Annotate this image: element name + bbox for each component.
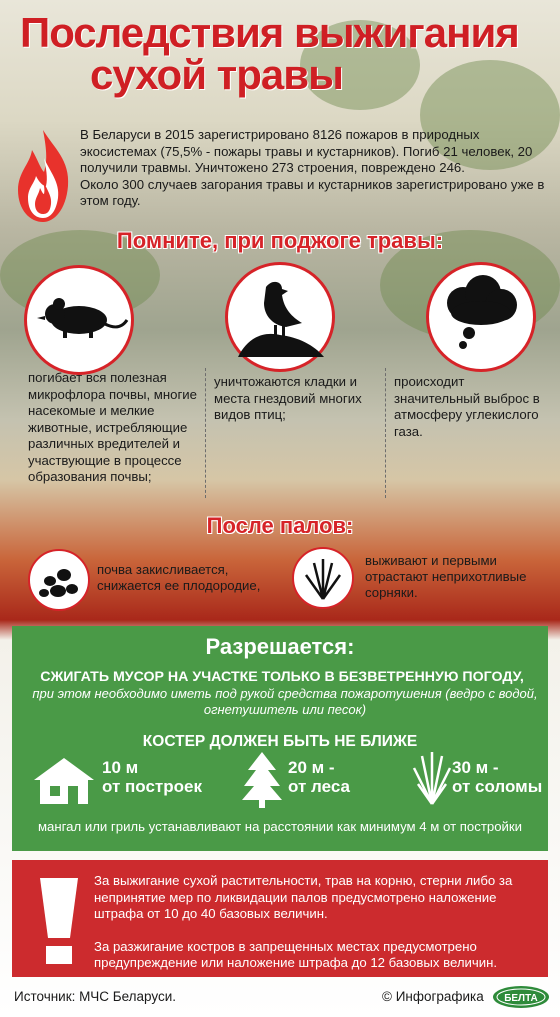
straw-icon bbox=[412, 750, 452, 806]
intro-text bbox=[80, 127, 550, 210]
fire-distance-heading: КОСТЕР ДОЛЖЕН БЫТЬ НЕ БЛИЖЕ bbox=[142, 733, 418, 750]
co2-cloud-circle bbox=[426, 262, 536, 372]
belta-logo bbox=[492, 985, 550, 1009]
page-title: Последствия выжигания сухой травы bbox=[20, 9, 519, 98]
allowed-heading: Разрешается: bbox=[205, 634, 355, 659]
remember-heading: Помните, при поджоге травы: bbox=[116, 228, 444, 253]
cloud-icon bbox=[429, 265, 533, 369]
weeds-circle bbox=[292, 547, 354, 609]
after-soil-text: почва закисливается, снижается ее плодородие, bbox=[97, 562, 261, 593]
house-icon bbox=[30, 754, 98, 806]
after-weeds-text: выживают и первыми отрастают неприхотливые сорняки. bbox=[365, 553, 527, 600]
distance-forest bbox=[288, 758, 350, 796]
distance-straw bbox=[452, 758, 542, 796]
soil-circle bbox=[28, 549, 90, 611]
exclamation-icon bbox=[36, 876, 82, 966]
mouse-circle bbox=[24, 265, 134, 375]
grill-distance-note: мангал или гриль устанавливают на расстоянии как минимум 4 м от постройки bbox=[37, 819, 523, 834]
allowed-rule-note: при этом необходимо иметь под рукой средства пожаротушения (ведро с водой, огнетушитель или песок) bbox=[32, 686, 538, 717]
weeds-icon bbox=[294, 549, 352, 607]
column-divider bbox=[205, 368, 206, 498]
allowed-rule: СЖИГАТЬ МУСОР НА УЧАСТКЕ ТОЛЬКО В БЕЗВЕТРЕННУЮ ПОГОДУ, bbox=[40, 669, 524, 685]
distance-forest-label: от леса bbox=[288, 777, 350, 796]
intro-paragraph-statistics: В Беларуси в 2015 зарегистрировано 8126 пожаров в природных экосистемах (75,5% - пожары травы и кустарников). Погиб 21 человек, 20 получили травмы. Уничтожено 273 строения, повреждено 246. bbox=[80, 127, 533, 175]
mouse-icon bbox=[27, 268, 131, 372]
fines-text bbox=[94, 873, 544, 972]
column-divider bbox=[385, 368, 386, 498]
flame-icon bbox=[14, 128, 72, 224]
fine-burning: За выжигание сухой растительности, трав на корню, стерни либо за непринятие мер по ликвидации палов предусмотрено наложение штрафа от 10 до 40 базовых величин. bbox=[94, 873, 513, 921]
distance-straw-label: от соломы bbox=[452, 777, 543, 796]
soil-icon bbox=[30, 551, 88, 609]
allowed-panel bbox=[12, 626, 548, 851]
distance-buildings bbox=[102, 758, 202, 796]
svg-text:БЕЛТА: БЕЛТА bbox=[504, 993, 538, 1004]
distance-straw-value: 30 м - bbox=[452, 758, 499, 777]
fine-campfire: За разжигание костров в запрещенных местах предусмотрено предупреждение или наложение штрафа до 12 базовых величин. bbox=[94, 938, 498, 970]
source-text: Источник: МЧС Беларуси. bbox=[14, 989, 177, 1004]
intro-paragraph-this-year: Около 300 случаев загорания травы и кустарников зарегистрировано уже в этом году. bbox=[80, 176, 545, 208]
consequence-birds: уничтожаются кладки и места гнездовий многих видов птиц; bbox=[214, 374, 362, 422]
consequence-co2: происходит значительный выброс в атмосферу углекислого газа. bbox=[394, 374, 540, 439]
bird-circle bbox=[225, 262, 335, 372]
distance-buildings-label: от построек bbox=[102, 777, 202, 796]
fines-panel bbox=[12, 860, 548, 977]
distance-buildings-value: 10 м bbox=[102, 758, 139, 777]
after-fires-heading: После палов: bbox=[206, 513, 354, 538]
distance-forest-value: 20 м - bbox=[288, 758, 335, 777]
consequence-microflora: погибает вся полезная микрофлора почвы, многие насекомые и мелкие животные, истребляющие различных вредителей и участвующие в процессе образования почвы; bbox=[28, 370, 198, 484]
bird-icon bbox=[228, 265, 332, 369]
fir-tree-icon bbox=[240, 750, 284, 808]
infographic-credit: © Инфографика bbox=[382, 989, 484, 1004]
